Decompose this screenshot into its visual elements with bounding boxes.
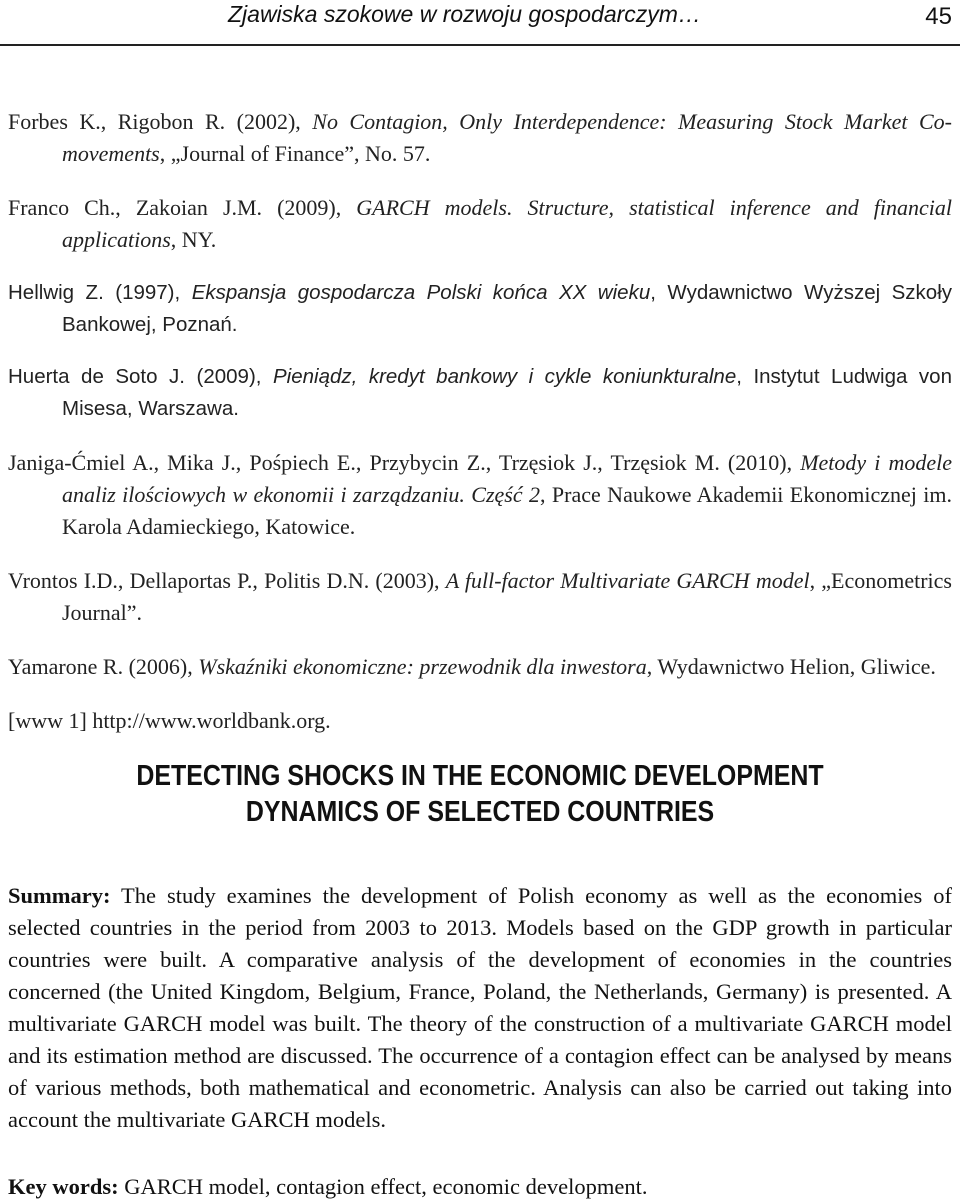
page-header	[0, 0, 960, 46]
reference-title: Metody i modele analiz ilościowych w ekonomii i zarządzaniu. Część 2	[62, 450, 952, 507]
keywords-label: Key words:	[8, 1173, 119, 1199]
summary-paragraph	[8, 880, 952, 1136]
reference-details: , „Econometrics Journal”.	[62, 568, 952, 625]
reference-details: , Prace Naukowe Akademii Ekonomicznej im. Karola Adamieckiego, Katowice.	[62, 482, 952, 539]
reference-title: Ekspansja gospodarcza Polski końca XX wieku	[191, 280, 651, 304]
article-title	[67, 758, 893, 830]
running-title: Zjawiska szokowe w rozwoju gospodarczym…	[228, 1, 701, 27]
reference-authors: Vrontos I.D., Dellaportas P., Politis D.N. (2003),	[8, 568, 446, 593]
reference-item	[8, 651, 952, 683]
article-title-line: DYNAMICS OF SELECTED COUNTRIES	[245, 796, 715, 828]
summary-text: The study examines the development of Polish economy as well as the economies of selected countries in the period from 2003 to 2013. Models based on the GDP growth in particular countries were built. A comparative analysis of the development of economies in the countries concerned (the United Kingdom, Belgium, France, Poland, the Netherlands, Germany) is presented. A multivariate GARCH model was built. The theory of the construction of a multivariate GARCH model and its estimation method are discussed. The occurrence of a contagion effect can be analysed by means of various methods, both mathematical and econometric. Analysis can also be carried out taking into account the multivariate GARCH models.	[8, 882, 952, 1132]
reference-item	[8, 361, 952, 425]
reference-item	[8, 192, 952, 256]
reference-title: Wskaźniki ekonomiczne: przewodnik dla inwestora	[198, 654, 647, 679]
keywords-text: GARCH model, contagion effect, economic development.	[118, 1173, 648, 1199]
reference-authors: Franco Ch., Zakoian J.M. (2009),	[8, 195, 357, 220]
summary-label: Summary:	[8, 882, 111, 908]
reference-authors: Hellwig Z. (1997),	[8, 280, 192, 304]
reference-title: No Contagion, Only Interdependence: Measuring Stock Market Co-movements	[62, 109, 953, 166]
reference-item	[8, 277, 952, 341]
reference-details: , NY.	[170, 227, 217, 252]
reference-authors: Janiga-Ćmiel A., Mika J., Pośpiech E., Przybycin Z., Trzęsiok J., Trzęsiok M. (2010),	[8, 450, 801, 475]
reference-details: , „Journal of Finance”, No. 57.	[159, 141, 431, 166]
reference-details: , Wydawnictwo Helion, Gliwice.	[646, 654, 936, 679]
article-title-line: DETECTING SHOCKS IN THE ECONOMIC DEVELOPMENT	[136, 760, 824, 792]
reference-item	[8, 447, 952, 543]
reference-item	[8, 565, 952, 629]
page-number: 45	[925, 3, 952, 30]
reference-title: Pieniądz, kredyt bankowy i cykle koniunkturalne	[272, 365, 737, 388]
reference-item	[8, 106, 952, 170]
reference-list	[8, 84, 952, 746]
reference-authors: Yamarone R. (2006),	[8, 654, 199, 679]
reference-authors: Huerta de Soto J. (2009),	[8, 365, 273, 388]
reference-item	[8, 705, 952, 737]
reference-details: , Wydawnictwo Wyższej Szkoły Bankowej, Poznań.	[62, 280, 953, 336]
keywords-paragraph	[8, 1171, 952, 1203]
reference-url: [www 1] http://www.worldbank.org.	[8, 708, 331, 733]
reference-title: A full-factor Multivariate GARCH model	[445, 568, 810, 593]
reference-authors: Forbes K., Rigobon R. (2002),	[8, 109, 313, 134]
reference-details: , Instytut Ludwiga von Misesa, Warszawa.	[62, 365, 952, 420]
reference-title: GARCH models. Structure, statistical inference and financial applications	[62, 195, 952, 252]
